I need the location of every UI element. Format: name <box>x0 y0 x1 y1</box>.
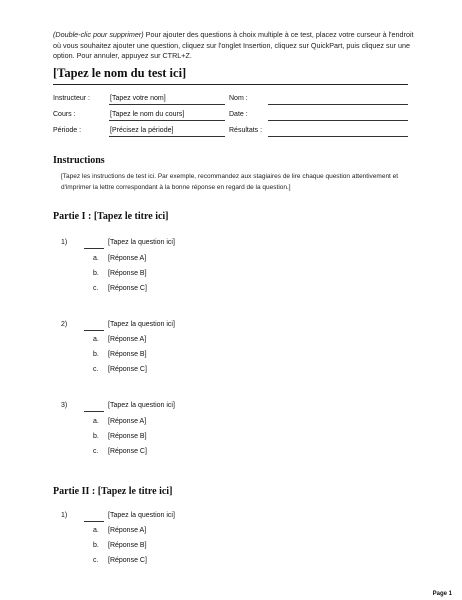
date-label: Date : <box>229 111 248 118</box>
instructeur-underline <box>109 104 225 105</box>
date-field[interactable] <box>268 120 408 121</box>
nom-label: Nom : <box>229 95 248 102</box>
answer-text[interactable]: [Réponse C] <box>108 448 147 455</box>
note-body: Pour ajouter des questions à choix multiple à ce test, placez votre curseur à l'endroit où vous souhaitez ajouter une question, cliquez sur l'onglet Insertion, cliquez sur QuickPart, puis cliquez sur une option. Pour annuler, appuyez sur CTRL+Z. <box>53 30 414 60</box>
answer-blank[interactable] <box>84 248 104 249</box>
answer-text[interactable]: [Réponse A] <box>108 418 147 425</box>
question-text[interactable]: [Tapez la question ici] <box>108 239 175 246</box>
answer-text[interactable]: [Réponse C] <box>108 366 147 373</box>
question-number: 1) <box>61 512 68 519</box>
answer-letter: a. <box>93 527 99 534</box>
answer-letter: a. <box>93 418 99 425</box>
periode-value[interactable]: [Précisez la période] <box>110 127 174 134</box>
instructions-text[interactable]: [Tapez les instructions de test ici. Par exemple, recommandez aux stagiaires de lire chaque question attentivement et d'imprimer la lettre correspondant à la bonne réponse en regard de la question.] <box>61 173 399 191</box>
answer-text[interactable]: [Réponse B] <box>108 270 147 277</box>
answer-text[interactable]: [Réponse C] <box>108 557 147 564</box>
answer-letter: b. <box>93 542 99 549</box>
test-title[interactable]: [Tapez le nom du test ici] <box>53 66 187 80</box>
question-number: 2) <box>61 321 68 328</box>
question-text[interactable]: [Tapez la question ici] <box>108 512 175 519</box>
nom-field[interactable] <box>268 104 408 105</box>
answer-letter: b. <box>93 270 99 277</box>
title-rule <box>53 84 408 85</box>
question-text[interactable]: [Tapez la question ici] <box>108 321 175 328</box>
answer-text[interactable]: [Réponse B] <box>108 351 147 358</box>
resultats-label: Résultats : <box>229 127 263 134</box>
part1-title[interactable]: Partie I : [Tapez le titre ici] <box>53 211 169 222</box>
instruction-note[interactable] <box>53 30 418 62</box>
question-number: 3) <box>61 402 68 409</box>
answer-letter: c. <box>93 557 99 564</box>
answer-letter: a. <box>93 336 99 343</box>
cours-underline <box>109 120 225 121</box>
answer-text[interactable]: [Réponse A] <box>108 255 147 262</box>
instructeur-value[interactable]: [Tapez votre nom] <box>110 95 166 102</box>
periode-label: Période : <box>53 127 82 134</box>
answer-letter: c. <box>93 448 99 455</box>
answer-letter: c. <box>93 366 99 373</box>
question-text[interactable]: [Tapez la question ici] <box>108 402 175 409</box>
answer-text[interactable]: [Réponse A] <box>108 336 147 343</box>
answer-blank[interactable] <box>84 330 104 331</box>
answer-text[interactable]: [Réponse B] <box>108 433 147 440</box>
page-number: Page 1 <box>432 591 452 597</box>
answer-text[interactable]: [Réponse A] <box>108 527 147 534</box>
cours-label: Cours : <box>53 111 76 118</box>
part2-title[interactable]: Partie II : [Tapez le titre ici] <box>53 486 173 497</box>
cours-value[interactable]: [Tapez le nom du cours] <box>110 111 185 118</box>
answer-blank[interactable] <box>84 521 104 522</box>
periode-underline <box>109 136 225 137</box>
answer-letter: b. <box>93 433 99 440</box>
answer-text[interactable]: [Réponse C] <box>108 285 147 292</box>
instructeur-label: Instructeur : <box>53 95 90 102</box>
answer-letter: a. <box>93 255 99 262</box>
note-prefix: (Double-clic pour supprimer) <box>53 30 144 39</box>
answer-blank[interactable] <box>84 411 104 412</box>
answer-letter: c. <box>93 285 99 292</box>
answer-text[interactable]: [Réponse B] <box>108 542 147 549</box>
answer-letter: b. <box>93 351 99 358</box>
instructions-heading: Instructions <box>53 155 105 166</box>
question-number: 1) <box>61 239 68 246</box>
resultats-field[interactable] <box>268 136 408 137</box>
